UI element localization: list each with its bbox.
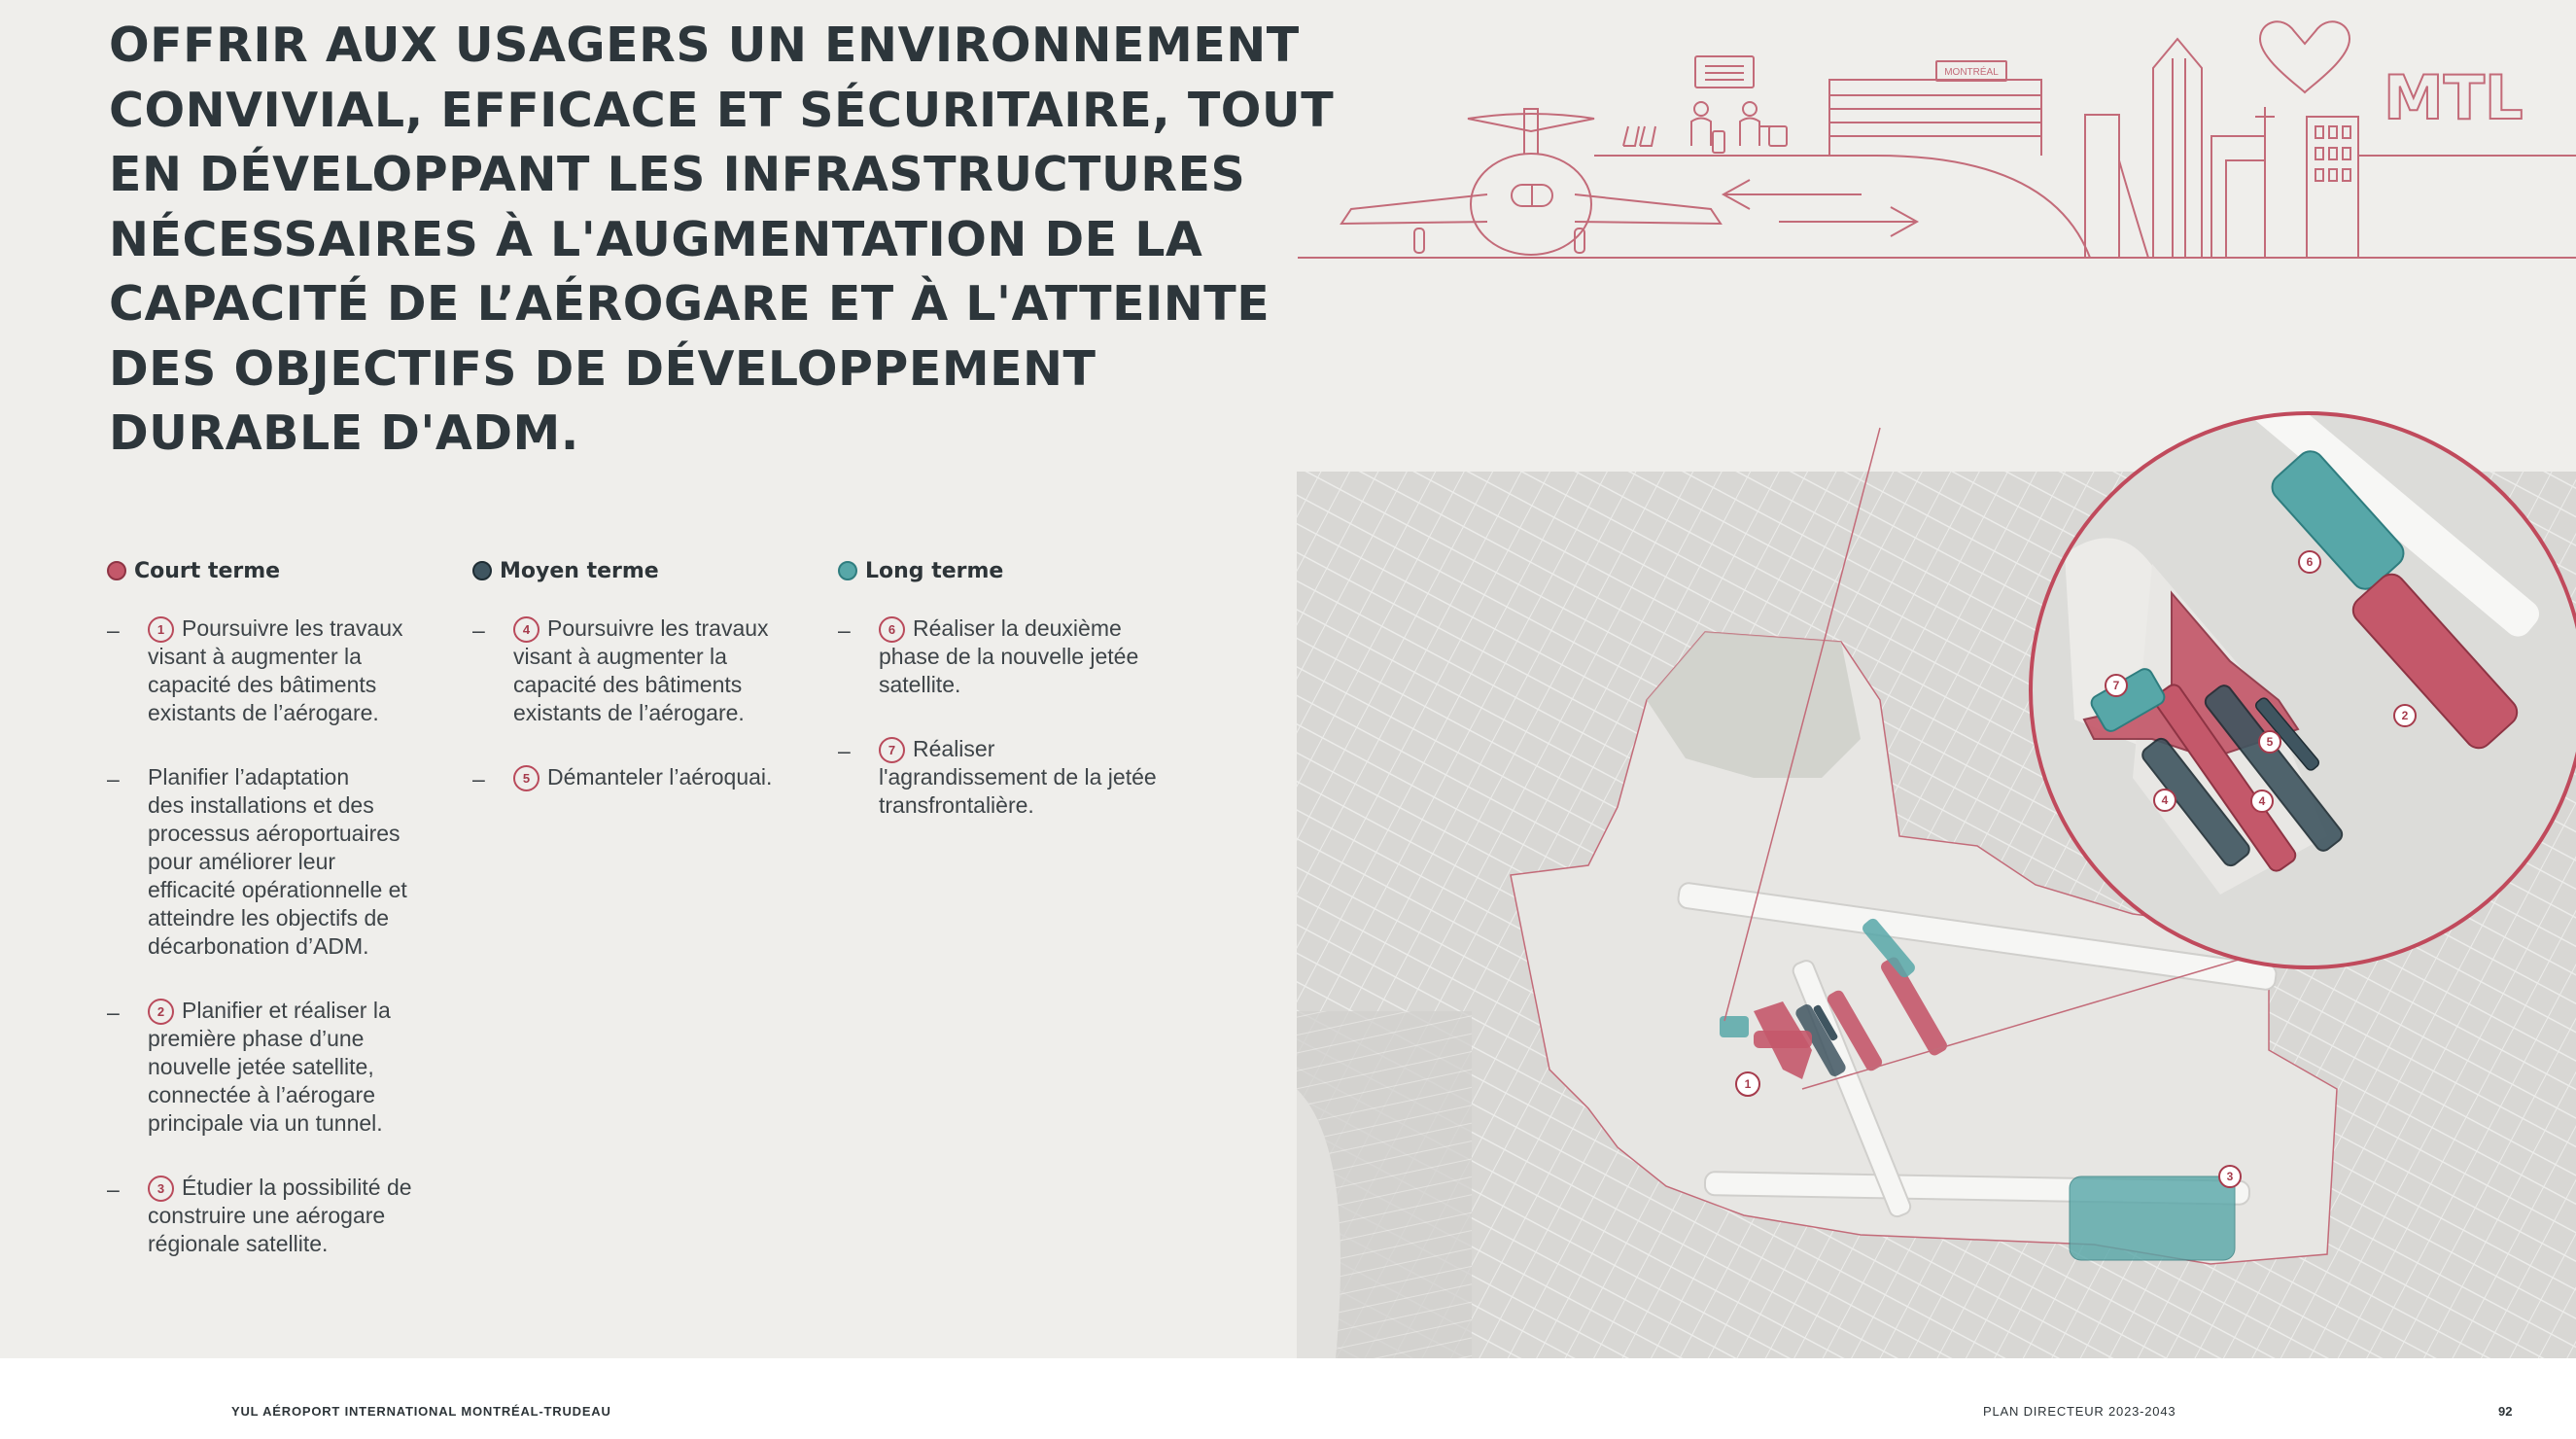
item-text: visant à augmenter la — [148, 644, 362, 669]
marker-5 — [2259, 731, 2280, 753]
court-terme-dot-icon — [107, 561, 126, 580]
number-badge: 6 — [879, 616, 905, 643]
item-text: nouvelle jetée satellite, — [148, 1054, 374, 1079]
item-text: Poursuivre les travaux — [547, 615, 769, 641]
terminal-building-icon — [1829, 61, 2041, 156]
list-item — [838, 735, 1227, 820]
dash-icon: – — [107, 1176, 120, 1202]
number-badge: 3 — [148, 1176, 174, 1202]
list-item — [107, 1174, 447, 1258]
headline-line: CONVIVIAL, EFFICACE ET SÉCURITAIRE, TOUT — [109, 82, 1335, 138]
marker-label: 7 — [2112, 679, 2120, 692]
item-text: existants de l’aérogare. — [148, 700, 379, 725]
list-item — [838, 614, 1227, 699]
marker-label: 3 — [2226, 1170, 2234, 1183]
marker-label: 4 — [2161, 793, 2169, 807]
travelers-icon — [1691, 102, 1787, 153]
list-item — [107, 614, 447, 727]
item-text: connectée à l’aérogare — [148, 1082, 375, 1107]
item-text: des installations et des — [148, 792, 374, 818]
item-text: existants de l’aérogare. — [513, 700, 745, 725]
dash-icon: – — [838, 738, 851, 763]
headline-line: CAPACITÉ DE L’AÉROGARE ET À L'ATTEINTE — [109, 276, 1271, 332]
item-text: phase de la nouvelle jetée — [879, 644, 1139, 669]
column-title: Long terme — [865, 558, 1004, 583]
headline-line: DURABLE D'ADM. — [109, 405, 579, 461]
item-text: satellite. — [879, 672, 961, 697]
column-long-terme — [838, 556, 1227, 820]
item-text: décarbonation d’ADM. — [148, 933, 369, 959]
item-text: efficacité opérationnelle et — [148, 877, 407, 902]
marker-6 — [2299, 551, 2320, 573]
item-text: Réaliser la deuxième — [913, 615, 1122, 641]
marker-label: 4 — [2258, 794, 2266, 808]
item-text: atteindre les objectifs de — [148, 905, 390, 930]
long-terme-dot-icon — [838, 561, 857, 580]
item-text: transfrontalière. — [879, 792, 1034, 818]
seats-icon — [1623, 126, 1655, 146]
item-text: principale via un tunnel. — [148, 1110, 383, 1136]
moyen-terme-dot-icon — [472, 561, 492, 580]
page-headline — [109, 14, 1335, 467]
marker-4 — [2251, 790, 2273, 812]
dash-icon: – — [838, 617, 851, 643]
list-item — [472, 614, 813, 727]
zone-3-long-terme — [2070, 1176, 2235, 1260]
airplane-icon — [1341, 109, 1876, 255]
marker-1 — [1736, 1072, 1759, 1096]
dash-icon: – — [107, 617, 120, 643]
heart-icon — [2260, 21, 2350, 92]
number-badge: 2 — [148, 999, 174, 1025]
headline-line: DES OBJECTIFS DE DÉVELOPPEMENT — [109, 340, 1097, 397]
marker-4 — [2154, 790, 2176, 811]
item-text: Réaliser — [913, 736, 995, 761]
number-badge: 7 — [879, 737, 905, 763]
mtl-logo-text: MTL — [2384, 62, 2524, 133]
column-court-terme — [107, 556, 447, 1258]
item-text: processus aéroportuaires — [148, 821, 400, 846]
page-number: 92 — [2498, 1404, 2513, 1419]
marker-2 — [2394, 705, 2416, 726]
footer-publisher: YUL AÉROPORT INTERNATIONAL MONTRÉAL-TRUDEAU — [231, 1404, 611, 1419]
headline-line: NÉCESSAIRES À L'AUGMENTATION DE LA — [109, 211, 1203, 267]
dash-icon: – — [107, 766, 120, 791]
column-title: Moyen terme — [500, 558, 659, 583]
column-header — [107, 556, 447, 585]
headline-line: OFFRIR AUX USAGERS UN ENVIRONNEMENT — [109, 18, 1300, 73]
item-text: visant à augmenter la — [513, 644, 727, 669]
item-text: Démanteler l’aéroquai. — [547, 764, 773, 790]
page-footer — [0, 1358, 2576, 1439]
column-moyen-terme — [472, 556, 813, 791]
dash-icon: – — [472, 617, 485, 643]
item-text: première phase d’une — [148, 1026, 365, 1051]
list-item — [472, 763, 813, 791]
number-badge: 1 — [148, 616, 174, 643]
marker-label: 1 — [1744, 1077, 1752, 1091]
footer-document-title: PLAN DIRECTEUR 2023-2043 — [1983, 1404, 2176, 1419]
list-item — [107, 763, 447, 961]
item-text: régionale satellite. — [148, 1231, 329, 1256]
travel-illustration — [1293, 0, 2576, 272]
column-title: Court terme — [134, 558, 281, 583]
column-header — [838, 556, 1227, 585]
item-text: construire une aérogare — [148, 1203, 386, 1228]
item-text: l'agrandissement de la jetée — [879, 764, 1157, 790]
list-item — [107, 997, 447, 1138]
number-badge: 5 — [513, 765, 540, 791]
marker-label: 2 — [2401, 709, 2409, 722]
number-badge: 4 — [513, 616, 540, 643]
two-way-arrows-icon — [1723, 180, 1917, 236]
item-text: pour améliorer leur — [148, 849, 336, 874]
marker-label: 5 — [2266, 735, 2274, 749]
marker-label: 6 — [2306, 555, 2314, 569]
item-text: Planifier et réaliser la — [182, 998, 391, 1023]
building-sign-text: MONTRÉAL — [1944, 67, 1999, 78]
item-text: capacité des bâtiments — [148, 672, 377, 697]
airport-map — [1297, 408, 2576, 1358]
dash-icon: – — [472, 766, 485, 791]
departure-board-icon — [1695, 56, 1754, 88]
item-text: Étudier la possibilité de — [182, 1175, 412, 1200]
item-text: Poursuivre les travaux — [182, 615, 403, 641]
marker-3 — [2219, 1166, 2241, 1187]
dash-icon: – — [107, 1000, 120, 1025]
column-header — [472, 556, 813, 585]
marker-7 — [2106, 675, 2127, 696]
headline-line: EN DÉVELOPPANT LES INFRASTRUCTURES — [109, 147, 1246, 202]
item-text: Planifier l’adaptation — [148, 764, 350, 790]
item-text: capacité des bâtiments — [513, 672, 743, 697]
